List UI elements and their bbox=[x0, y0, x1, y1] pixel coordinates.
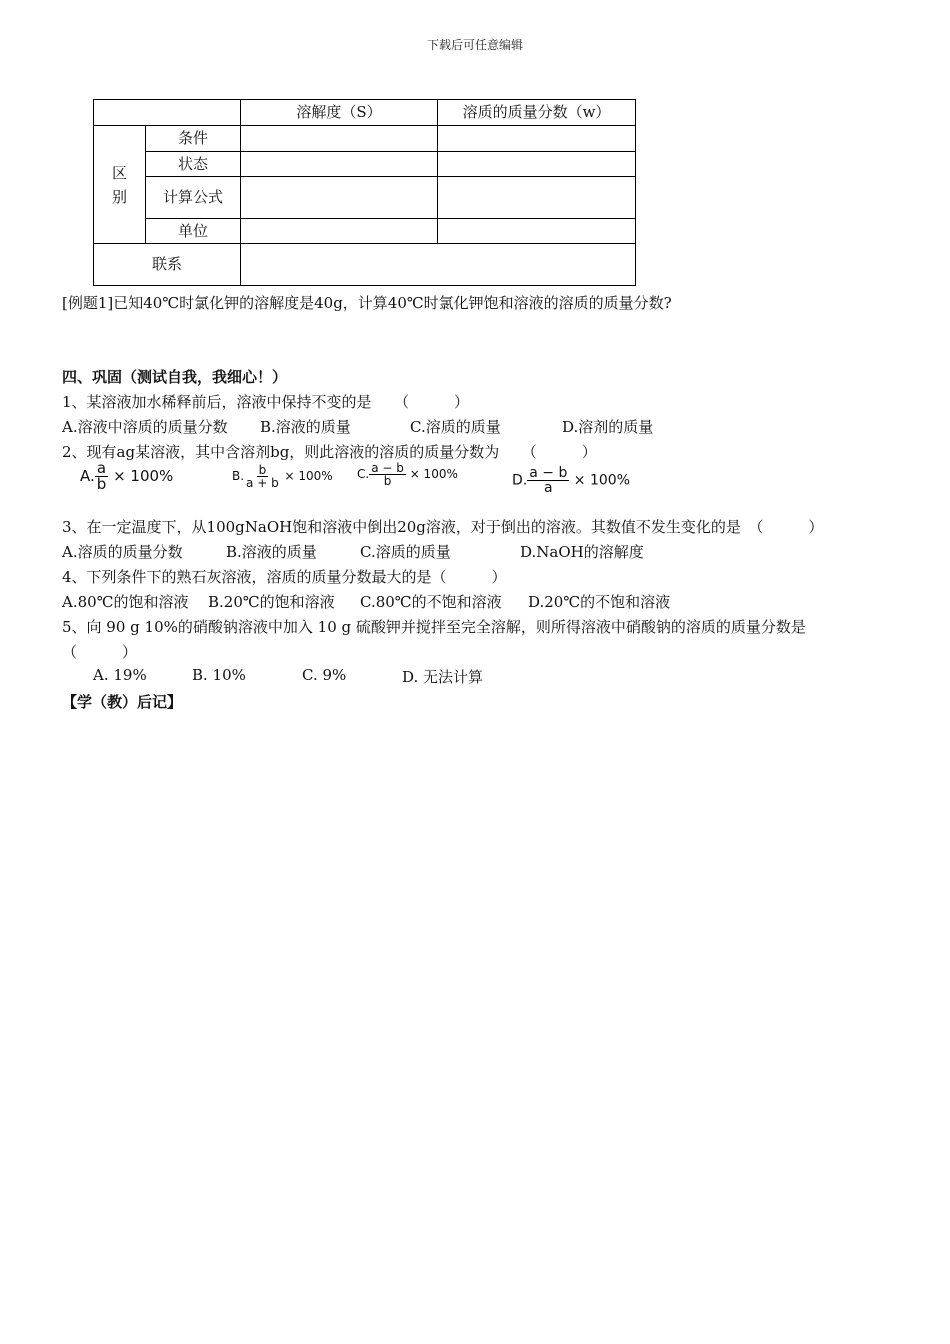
q2-c-fraction bbox=[369, 462, 406, 487]
q1-option-d: D.溶剂的质量 bbox=[562, 418, 654, 436]
q2-c-denominator: b bbox=[383, 474, 392, 488]
q2-b-fraction bbox=[244, 464, 281, 489]
table-row bbox=[94, 219, 636, 244]
row-label-state: 状态 bbox=[146, 152, 241, 177]
cell-unit-fraction bbox=[438, 219, 636, 244]
cell-formula-solubility bbox=[241, 177, 438, 219]
cell-state-solubility bbox=[241, 152, 438, 177]
q4-option-d: D.20℃的不饱和溶液 bbox=[528, 593, 671, 611]
q5-option-c: C. 9% bbox=[302, 666, 347, 684]
table-row bbox=[94, 152, 636, 177]
difference-group-label bbox=[94, 126, 146, 244]
q2-b-tail: × 100% bbox=[284, 469, 333, 483]
q5-option-b: B. 10% bbox=[192, 666, 246, 684]
q4-option-a: A.80℃的饱和溶液 bbox=[62, 593, 189, 611]
question-2-stem: 2、现有ag某溶液，其中含溶剂bg，则此溶液的溶质的质量分数为 （ ） bbox=[62, 443, 597, 461]
group-label-char-1: 区 bbox=[111, 163, 127, 182]
row-label-relation: 联系 bbox=[94, 244, 241, 286]
example-problem: [例题1]已知40℃时氯化钾的溶解度是40g，计算40℃时氯化钾饱和溶液的溶质的质量分数? bbox=[62, 294, 672, 312]
q3-option-c: C.溶质的质量 bbox=[360, 543, 451, 561]
q5-option-a: A. 19% bbox=[93, 666, 147, 684]
table-header-row bbox=[94, 100, 636, 126]
question-3-stem: 3、在一定温度下，从100gNaOH饱和溶液中倒出20g溶液，对于倒出的溶液。其数值不发生变化的是 （ ） bbox=[62, 518, 824, 536]
q2-a-fraction bbox=[95, 461, 109, 492]
cell-relation bbox=[241, 244, 636, 286]
q2-d-fraction bbox=[527, 466, 569, 495]
q1-option-b: B.溶液的质量 bbox=[260, 418, 351, 436]
cell-formula-fraction bbox=[438, 177, 636, 219]
q2-b-numerator: b bbox=[258, 463, 267, 477]
q2-option-b bbox=[232, 464, 333, 489]
q4-option-c: C.80℃的不饱和溶液 bbox=[360, 593, 502, 611]
q2-option-a bbox=[80, 461, 173, 492]
group-label-char-2: 别 bbox=[111, 187, 127, 206]
question-5-stem: 5、向 90 g 10%的硝酸钠溶液中加入 10 g 硫酸钾并搅拌至完全溶解，则所得溶液中硝酸钠的溶质的质量分数是 bbox=[62, 618, 806, 636]
q4-option-b: B.20℃的饱和溶液 bbox=[208, 593, 335, 611]
header-mass-fraction: 溶质的质量分数（w） bbox=[438, 100, 636, 126]
q2-d-label: D. bbox=[512, 472, 528, 489]
q3-option-d: D.NaOH的溶解度 bbox=[520, 543, 644, 561]
header-solubility: 溶解度（S） bbox=[241, 100, 438, 126]
q3-option-a: A.溶质的质量分数 bbox=[62, 543, 183, 561]
table-row bbox=[94, 177, 636, 219]
q2-a-tail: × 100% bbox=[113, 467, 174, 485]
page-header-note: 下载后可任意编辑 bbox=[426, 38, 523, 52]
q2-a-numerator: a bbox=[96, 459, 107, 477]
q5-answer-paren: （ ） bbox=[62, 643, 138, 661]
q2-c-numerator: a − b bbox=[371, 461, 404, 475]
cell-condition-solubility bbox=[241, 126, 438, 152]
comparison-table bbox=[93, 99, 636, 286]
q2-a-label: A. bbox=[80, 467, 95, 485]
q2-b-denominator: a + b bbox=[246, 476, 279, 490]
q2-a-denominator: b bbox=[96, 475, 107, 493]
question-4-stem: 4、下列条件下的熟石灰溶液，溶质的质量分数最大的是（ ） bbox=[62, 568, 507, 586]
table-row bbox=[94, 244, 636, 286]
table-row bbox=[94, 126, 636, 152]
q2-d-tail: × 100% bbox=[573, 472, 631, 489]
q2-d-denominator: a bbox=[543, 480, 553, 496]
q2-c-tail: × 100% bbox=[409, 467, 458, 481]
cell-unit-solubility bbox=[241, 219, 438, 244]
q2-d-numerator: a − b bbox=[529, 465, 568, 481]
q1-option-c: C.溶质的质量 bbox=[410, 418, 501, 436]
row-label-condition: 条件 bbox=[146, 126, 241, 152]
q2-b-label: B. bbox=[232, 469, 245, 483]
q2-option-d bbox=[512, 466, 630, 495]
q2-option-c bbox=[357, 462, 458, 487]
question-1-stem: 1、某溶液加水稀释前后，溶液中保持不变的是 （ ） bbox=[62, 393, 470, 411]
q2-c-label: C. bbox=[357, 467, 370, 481]
afterword-heading: 【学（教）后记】 bbox=[62, 693, 183, 711]
cell-state-fraction bbox=[438, 152, 636, 177]
row-label-formula: 计算公式 bbox=[146, 177, 241, 219]
cell-condition-fraction bbox=[438, 126, 636, 152]
row-label-unit: 单位 bbox=[146, 219, 241, 244]
table-corner-cell bbox=[94, 100, 241, 126]
q1-option-a: A.溶液中溶质的质量分数 bbox=[62, 418, 228, 436]
q5-option-d: D. 无法计算 bbox=[402, 668, 484, 686]
section-title: 四、巩固（测试自我，我细心！） bbox=[62, 368, 288, 386]
q3-option-b: B.溶液的质量 bbox=[226, 543, 317, 561]
